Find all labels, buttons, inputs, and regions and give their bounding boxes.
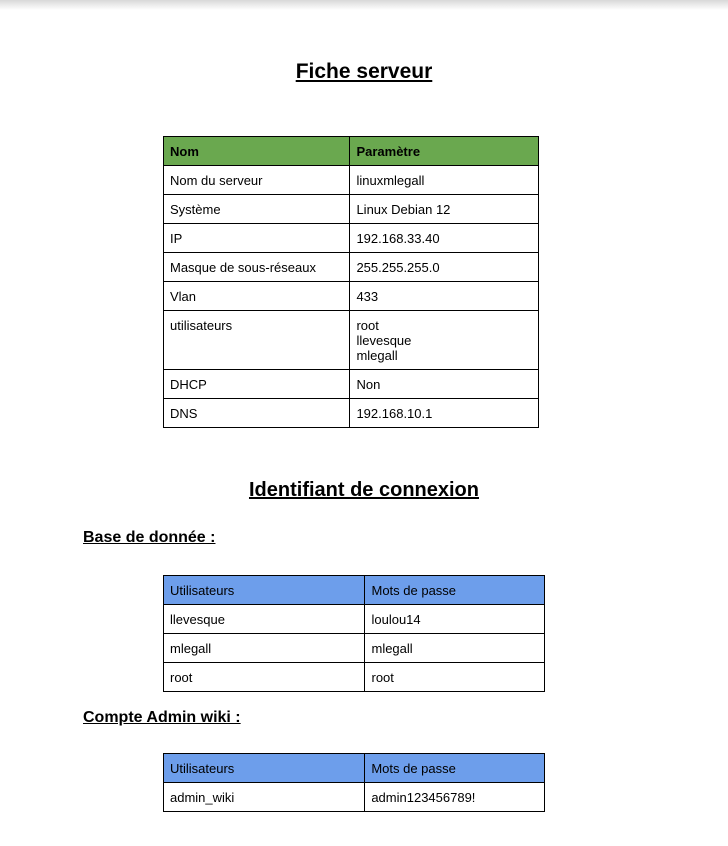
user-item: mlegall bbox=[356, 348, 398, 363]
cell-value: 192.168.10.1 bbox=[350, 399, 539, 428]
credentials-title: Identifiant de connexion bbox=[248, 479, 479, 501]
table-row bbox=[164, 224, 539, 253]
table-header-row bbox=[164, 576, 545, 605]
table-row bbox=[164, 311, 539, 370]
table-row bbox=[164, 282, 539, 311]
wiki-credentials-table bbox=[163, 753, 545, 812]
cell-user: admin_wiki bbox=[164, 783, 365, 812]
table-row bbox=[164, 370, 539, 399]
cell-password: loulou14 bbox=[365, 605, 545, 634]
wiki-heading: Compte Admin wiki : bbox=[83, 709, 241, 726]
header-nom: Nom bbox=[164, 137, 350, 166]
cell-password: mlegall bbox=[365, 634, 545, 663]
cell-name: DNS bbox=[164, 399, 350, 428]
cell-name: DHCP bbox=[164, 370, 350, 399]
cell-name: Nom du serveur bbox=[164, 166, 350, 195]
cell-value: Linux Debian 12 bbox=[350, 195, 539, 224]
table-row bbox=[164, 195, 539, 224]
cell-password: root bbox=[365, 663, 545, 692]
cell-user: root bbox=[164, 663, 365, 692]
top-shadow bbox=[0, 0, 728, 10]
cell-value-list bbox=[350, 311, 539, 370]
table-row bbox=[164, 634, 545, 663]
header-utilisateurs: Utilisateurs bbox=[164, 754, 365, 783]
user-item: root bbox=[356, 318, 379, 333]
cell-user: mlegall bbox=[164, 634, 365, 663]
cell-value: Non bbox=[350, 370, 539, 399]
header-parametre: Paramètre bbox=[350, 137, 539, 166]
cell-name: IP bbox=[164, 224, 350, 253]
table-row bbox=[164, 253, 539, 282]
cell-name: Masque de sous-réseaux bbox=[164, 253, 350, 282]
page-title: Fiche serveur bbox=[295, 60, 433, 83]
cell-name: utilisateurs bbox=[164, 311, 350, 370]
server-table bbox=[163, 136, 539, 428]
table-row bbox=[164, 605, 545, 634]
table-row bbox=[164, 783, 545, 812]
database-heading: Base de donnée : bbox=[83, 529, 216, 546]
table-header-row bbox=[164, 754, 545, 783]
table-row bbox=[164, 663, 545, 692]
cell-value: 192.168.33.40 bbox=[350, 224, 539, 253]
cell-value: 433 bbox=[350, 282, 539, 311]
cell-user: llevesque bbox=[164, 605, 365, 634]
cell-value: 255.255.255.0 bbox=[350, 253, 539, 282]
cell-name: Vlan bbox=[164, 282, 350, 311]
header-utilisateurs: Utilisateurs bbox=[164, 576, 365, 605]
user-item: llevesque bbox=[356, 333, 412, 348]
table-header-row bbox=[164, 137, 539, 166]
cell-value: linuxmlegall bbox=[350, 166, 539, 195]
header-mots-de-passe: Mots de passe bbox=[365, 576, 545, 605]
table-row bbox=[164, 399, 539, 428]
cell-name: Système bbox=[164, 195, 350, 224]
cell-password: admin123456789! bbox=[365, 783, 545, 812]
database-credentials-table bbox=[163, 575, 545, 692]
table-row bbox=[164, 166, 539, 195]
header-mots-de-passe: Mots de passe bbox=[365, 754, 545, 783]
